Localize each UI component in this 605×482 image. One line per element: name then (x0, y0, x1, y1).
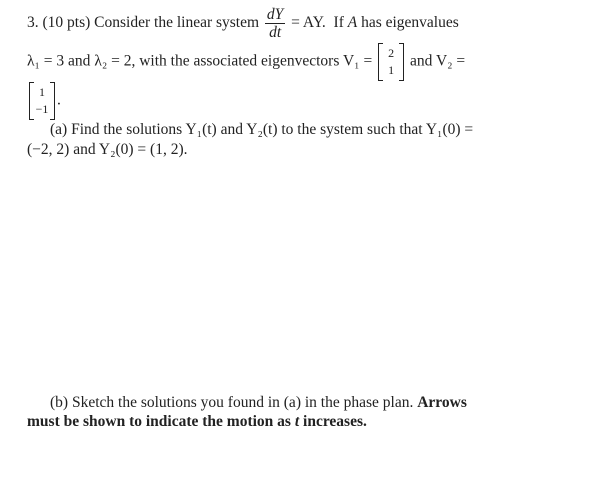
lambda2: λ₂ = 2, (94, 52, 136, 70)
part-b-text: (b) Sketch the solutions you found in (a) in the phase plan. (50, 394, 414, 411)
part-a-line-1: (a) Find the solutions Y₁(t) and Y₂(t) to the system such that Y₁(0) = (50, 121, 474, 138)
derivative-numerator: dY (266, 6, 284, 23)
has-eigen-text: has eigenvalues (361, 14, 459, 32)
part-b-line-1 (50, 394, 467, 412)
v1-label: V₁ = (342, 52, 373, 70)
lambda1: λ₁ = 3 (27, 52, 65, 70)
part-b-bold-2t: t (294, 413, 300, 430)
problem-points: (10 pts) (42, 14, 91, 32)
problem-line-3 (27, 81, 61, 121)
v2-right-bracket (50, 82, 55, 120)
v2-period: . (57, 91, 61, 109)
system-rhs: = AY. (291, 14, 326, 32)
problem-line-1 (27, 6, 459, 41)
v2-vector (29, 81, 55, 121)
problem-line-2 (27, 42, 465, 82)
problem-intro: Consider the linear system (94, 14, 260, 32)
v1-entry-2: 1 (388, 63, 395, 77)
part-b-bold-2b: increases. (303, 413, 367, 430)
and-text-2: and (409, 52, 433, 70)
and-text-1: and (68, 52, 91, 70)
v1-right-bracket (399, 43, 404, 81)
part-b-bold-2a: must be shown to indicate the motion as (27, 413, 291, 430)
part-a-line-2: (−2, 2) and Y₂(0) = (1, 2). (27, 141, 188, 158)
part-b-bold-1: Arrows (417, 394, 467, 411)
matrix-symbol: A (347, 14, 358, 32)
v2-label: V₂ = (435, 52, 466, 70)
problem-number: 3. (27, 14, 39, 32)
part-b-line-2 (27, 413, 367, 431)
derivative-fraction (265, 6, 285, 41)
if-text: If (333, 14, 344, 32)
v1-vector (378, 42, 404, 82)
with-text: with the associated eigenvectors (139, 52, 340, 70)
v2-entry-1: 1 (39, 85, 45, 99)
v2-entry-2: −1 (35, 102, 49, 116)
v1-entry-1: 2 (388, 46, 395, 60)
derivative-denominator: dt (269, 24, 282, 41)
